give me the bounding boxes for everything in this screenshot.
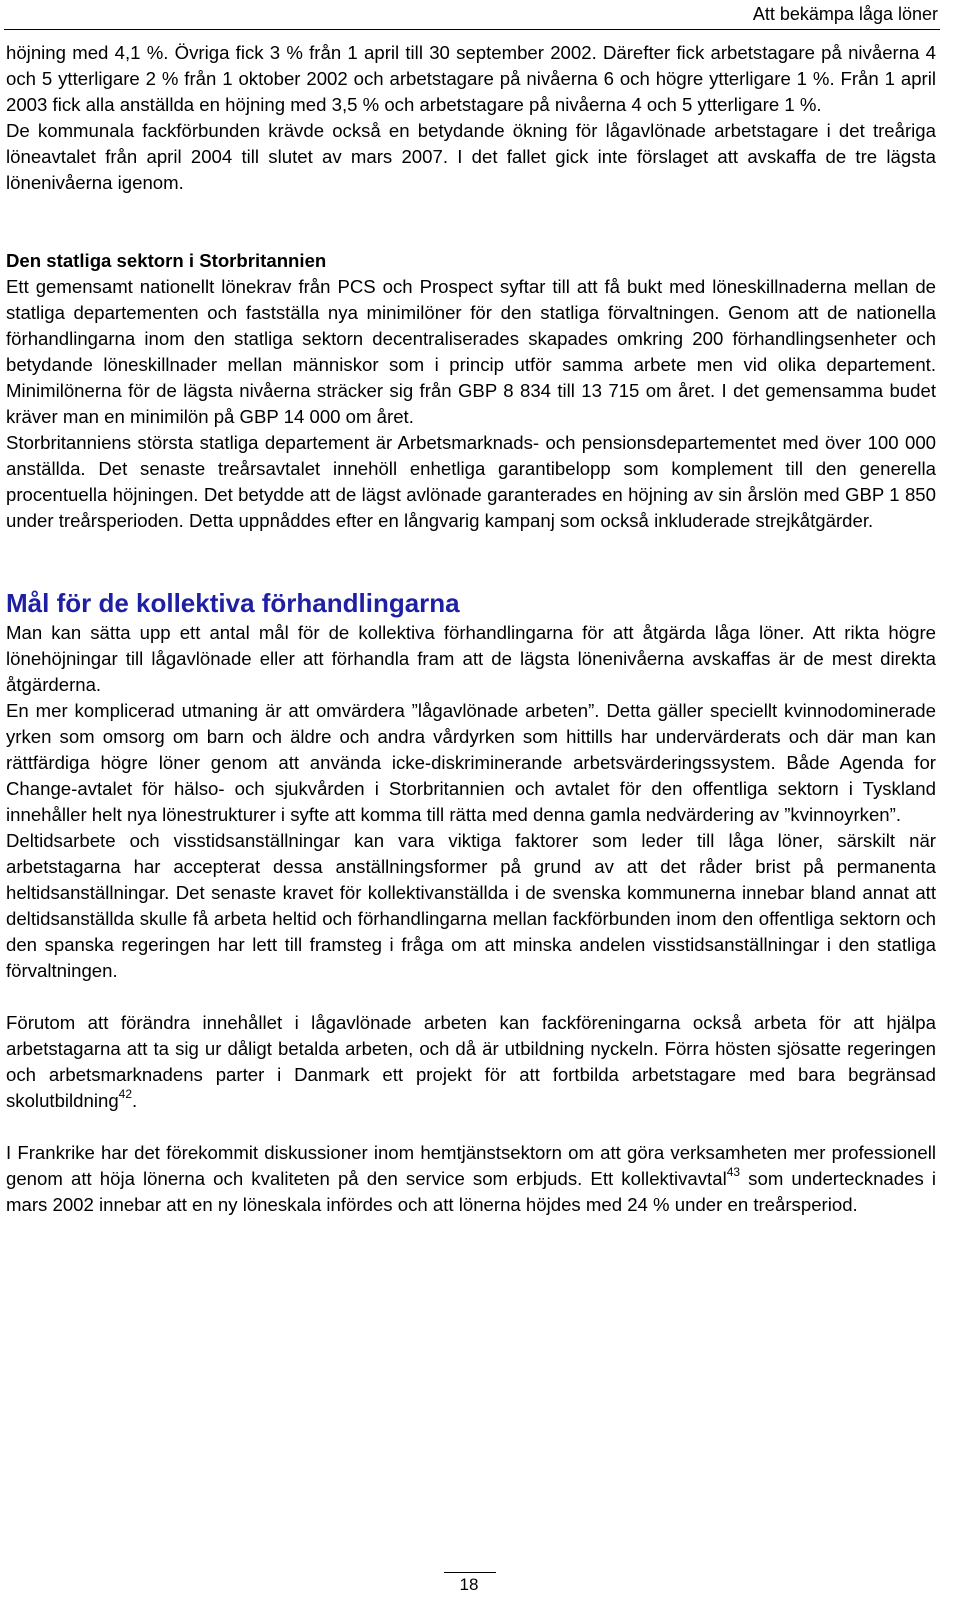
page-number: 18 xyxy=(459,1575,479,1594)
paragraph-goals: Man kan sätta upp ett antal mål för de kollektiva förhandlingarna för att åtgärda låga löner. Att rikta högre lönehöjningar till lågavlönade eller att förhandla fram att de lägsta lönenivåerna avskaffas är de mest direkta åtgärderna. xyxy=(6,622,936,695)
paragraph-joint-pay-claim: Ett gemensamt nationellt lönekrav från PCS och Prospect syftar till att få bukt med löneskillnaderna mellan de statliga departementen och fastställa nya minimilöner för den statliga förvaltningen. Genom att de nationella förhandlingarna inom den statliga sektorn decentraliserades skapades omkring 200 förhandlingsenheter och betydande löneskillnader mellan människor som i princip utför samma arbete men vid olika departement. Minimilönerna för de lägsta nivåerna sträcker sig från GBP 8 834 till 13 715 om året. I det gemensamma budet kräver man en minimilön på GBP 14 000 om året. xyxy=(6,276,936,427)
spacer xyxy=(6,196,936,248)
paragraph-france-text-a: I Frankrike har det förekommit diskussioner inom hemtjänstsektorn om att göra verksamheten mer professionell genom att höja lönerna och kvaliteten på den service som erbjuds. Ett kollektivavtal xyxy=(6,1142,936,1189)
paragraph-municipal-unions: De kommunala fackförbunden krävde också en betydande ökning för lågavlönade arbetstagare i det treåriga löneavtalet från april 2004 till slutet av mars 2007. I det fallet gick inte förslaget att avskaffa de tre lägsta lönenivåerna igenom. xyxy=(6,120,936,193)
footer-rule xyxy=(444,1572,496,1573)
running-header-title: Att bekämpa låga löner xyxy=(752,4,938,24)
paragraph-part-time: Deltidsarbete och visstidsanställningar kan vara viktiga faktorer som leder till låga löner, särskilt när arbetstagarna har accepterat dessa anställningsformer på grund av att det råder brist på permanenta heltidsanställningar. Det senaste kravet för kollektivanställda i de svenska kommunerna innebar bland annat att deltidsanställda skulle få arbeta heltid och förhandlingarna mellan fackförbunden inom den offentliga sektorn och den spanska regeringen har lett till framsteg i fråga om att minska andelen visstidsanställningar i den statliga förvaltningen. xyxy=(6,830,936,981)
paragraph-largest-department: Storbritanniens största statliga departement är Arbetsmarknads- och pensionsdepartementet med över 100 000 anställda. Det senaste treårsavtalet innehöll enhetliga garantibelopp som komplement till den generella procentuella höjningen. Det betydde att de lägst avlönade garanterades en höjning av sin årslön med GBP 1 850 under treårsperioden. Detta uppnåddes efter en långvarig kampanj som också inkluderade strejkåtgärder. xyxy=(6,432,936,531)
paragraph-training-end: . xyxy=(132,1090,138,1111)
footnote-ref-42[interactable]: 42 xyxy=(118,1087,133,1101)
paragraph-france-text-b: som undertecknades i mars 2002 innebar att en ny löneskala infördes och att lönerna höjdes med 24 % under en treårsperiod. xyxy=(6,1168,936,1215)
footnote-ref-43[interactable]: 43 xyxy=(726,1165,741,1179)
spacer xyxy=(6,534,936,586)
paragraph-salary-increases: höjning med 4,1 %. Övriga fick 3 % från 1 april till 30 september 2002. Därefter fick arbetstagare på nivåerna 4 och 5 ytterligare 2 % från 1 oktober 2002 och arbetstagare på nivåerna 6 och högre ytterligare 1 %. Från 1 april 2003 fick alla anställda en höjning med 3,5 % och arbetstagare på nivåerna 4 och 5 ytterligare 1 %. xyxy=(6,42,936,115)
spacer xyxy=(6,1114,936,1140)
paragraph-france xyxy=(6,1140,936,1218)
body-text xyxy=(6,40,936,1218)
section-heading: Mål för de kollektiva förhandlingarna xyxy=(6,588,460,618)
paragraph-revaluation: En mer komplicerad utmaning är att omvärdera ”lågavlönade arbeten”. Detta gäller speciellt kvinnodominerade yrken som omsorg om barn och äldre och andra vårdyrken som hittills har undervärderats och där man kan rättfärdiga högre löner genom att använda icke-diskriminerande arbetsvärderingssystem. Både Agenda for Change-avtalet för hälso- och sjukvården i Storbritannien och avtalet för den offentliga sektorn i Tyskland innehåller helt nya lönestrukturer i syfte att komma till rätta med denna gamla nedvärdering av ”kvinnoyrken”. xyxy=(6,700,936,825)
paragraph-training-text: Förutom att förändra innehållet i lågavlönade arbeten kan fackföreningarna också arbeta för att hjälpa arbetstagarna att ta sig ur dåligt betalda arbeten, och då är utbildning nyckeln. Förra hösten sjösatte regeringen och arbetsmarknadens parter i Danmark ett projekt för att fortbilda arbetstagare med bara begränsad skolutbildning xyxy=(6,1012,936,1111)
spacer xyxy=(6,984,936,1010)
header-rule xyxy=(4,29,940,30)
paragraph-training xyxy=(6,1010,936,1114)
subheading-state-sector: Den statliga sektorn i Storbritannien xyxy=(6,250,327,271)
